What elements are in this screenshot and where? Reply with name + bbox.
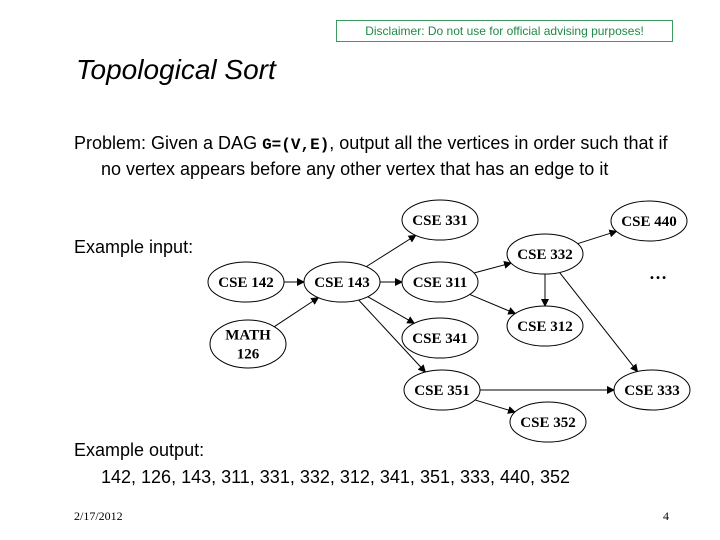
node-cse311: [402, 262, 478, 302]
example-output: 142, 126, 143, 311, 331, 332, 312, 341, 351, 333, 440, 352: [101, 467, 571, 487]
node-cse143: [304, 262, 380, 302]
node-label: 126: [236, 346, 260, 363]
node-label: CSE 440: [621, 214, 677, 230]
node-cse341: [402, 318, 478, 358]
problem-suffix: , output all the vertices in order such that if no vertex appears before any other vertex that has an edge to it: [101, 133, 668, 179]
edge-cse351-to-cse352: [475, 400, 515, 412]
node-label: CSE 311: [412, 275, 468, 291]
footer-date: 2/17/2012: [74, 509, 123, 523]
edge-cse143-to-cse341: [368, 297, 415, 324]
page-number: 4: [663, 509, 669, 523]
problem-prefix: Problem: Given a DAG: [74, 133, 263, 153]
example-output-label: Example output:: [74, 440, 205, 460]
node-label: CSE 142: [218, 275, 274, 291]
node-label: CSE 341: [412, 331, 468, 347]
problem-code: G=(V,E): [262, 136, 330, 154]
slide-title: Topological Sort: [76, 54, 276, 85]
node-cse142: [208, 262, 284, 302]
disclaimer-box: Disclaimer: Do not use for official advising purposes!: [336, 20, 673, 42]
node-label: CSE 352: [520, 415, 576, 431]
node-cse312: [507, 306, 583, 346]
node-cse333: [614, 370, 690, 410]
node-label: CSE 143: [314, 275, 370, 291]
edge-cse143-to-cse331: [366, 235, 415, 266]
node-cse440: [611, 201, 687, 241]
node-cse332: [507, 234, 583, 274]
node-cse331: [402, 200, 478, 240]
node-label: CSE 333: [624, 383, 680, 399]
node-label: CSE 351: [414, 383, 470, 399]
node-label: CSE 331: [412, 213, 468, 229]
edge-cse332-to-cse440: [578, 231, 617, 243]
example-input-label: Example input:: [74, 237, 194, 257]
node-label: MATH: [225, 327, 271, 344]
node-cse351: [404, 370, 480, 410]
node-label: CSE 312: [517, 319, 573, 335]
node-math126: [210, 320, 286, 368]
graph-ellipsis: …: [649, 263, 667, 283]
node-cse352: [510, 402, 586, 442]
node-label: CSE 332: [517, 247, 573, 263]
edge-cse311-to-cse312: [470, 294, 516, 313]
edge-math126-to-cse143: [274, 298, 318, 327]
edge-cse311-to-cse332: [474, 263, 511, 273]
